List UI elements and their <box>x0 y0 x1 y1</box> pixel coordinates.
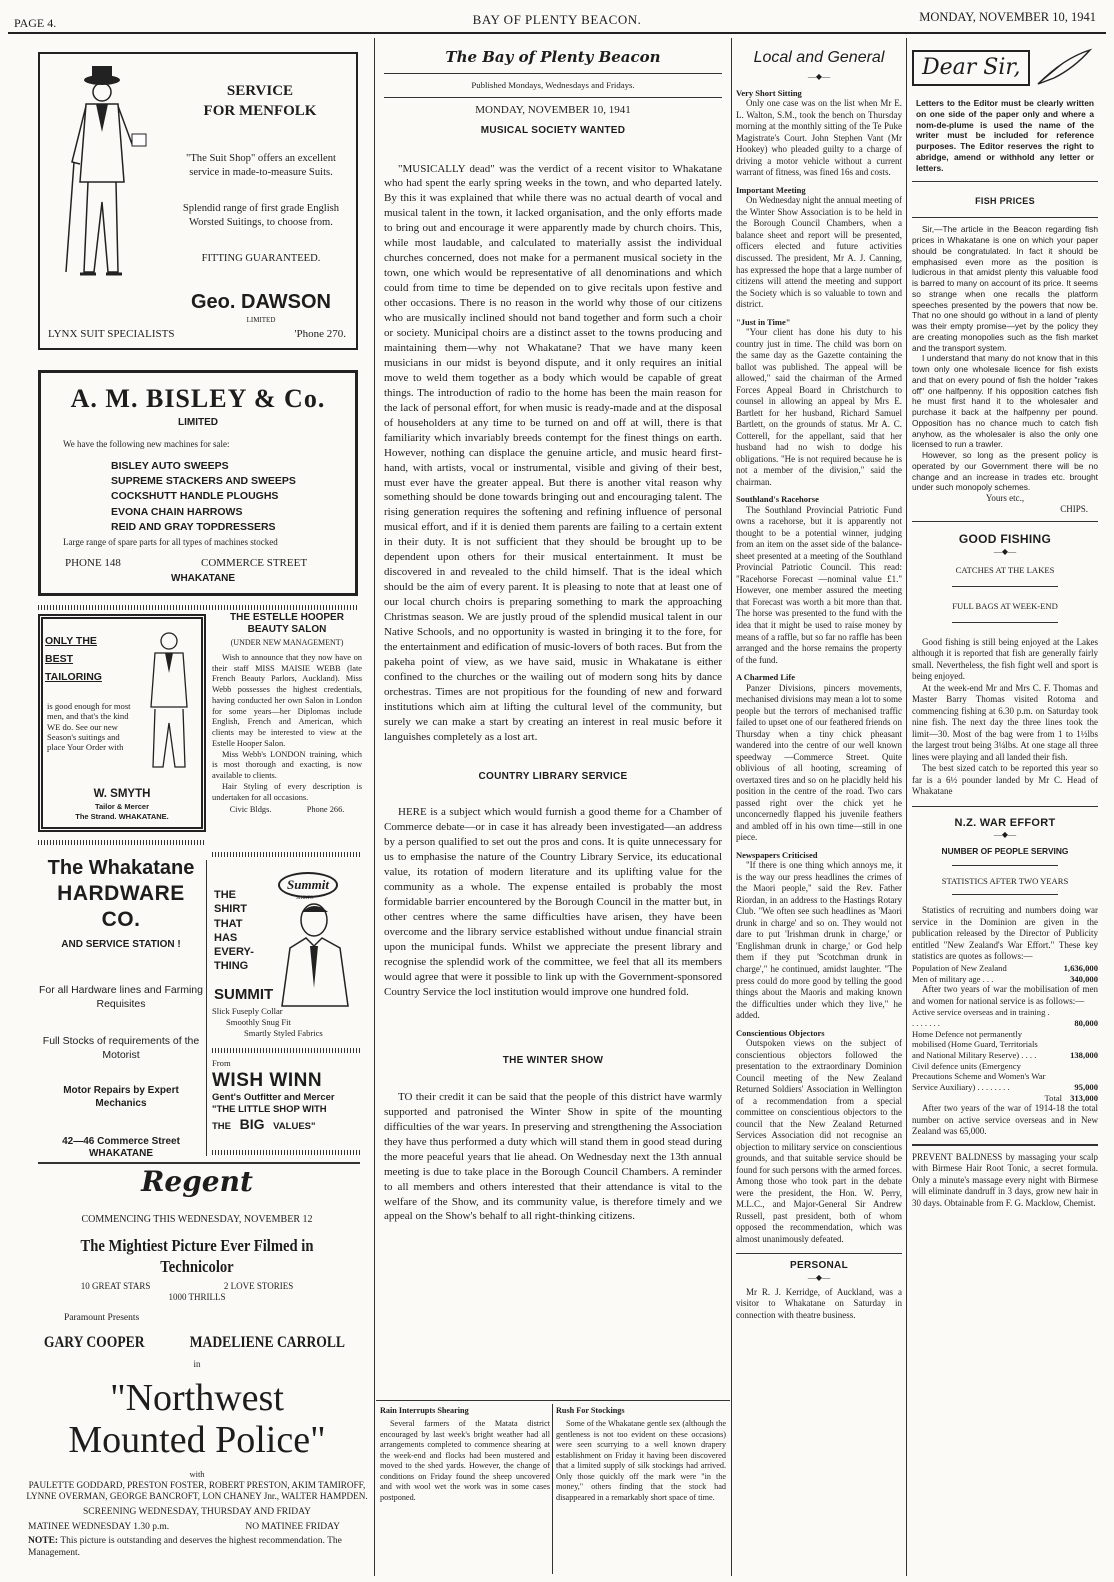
article-musical-society: "MUSICALLY dead" was the verdict of a recent visitor to Whakatane who had spent the early spring weeks in the town, and who departed lately. By this it was explained that while there was no actual dearth of vocal and musical talent in the town, it lacked organisation, and the only efforts made to bring out and encourage it were apparently made by church choirs. This, while most laudable, and calculated to materially assist the individual churches concerned, does not make for a permanent musical society in the town, one which would be representative of all denominations and which could from time to time be depended on to give recitals upon festive and other occasions. There is no reason in the world why those of our citizens who are musically inclined should not band together and form such a choir or society. Municipal choirs are a distinct asset to the towns producing and maintaining them—why not Whakatane? That we have many keen musicians in our midst is beyond dispute, and it only requires an initial move to weld them together as a body which would be capable of great things. The introduction of radio to the home has been the main reason for the lack of personal effort, for when music is ready-made and at the disposal of householders at any time to be turned on and off at will, there is that familiarity which invariably breeds contempt for the finest things on earth. However, nothing can displace the genuine article, and music heard first-hand, with artists, vocal or instrumental, visible and giving of their best, must ever have the greater appeal. But there is another vital reason why something should be done towards bringing out and encouraging talent. The rising generation requires the softening and refining influence of personal musical effort, and if it is denied them parents are failing to a certain extent in their duty. It is not sufficient that they should be brought up to be dependent upon others for their musical entertainment. It must be discovered in and revealed to the child himself. That is the ideal which should be the aim of every parent. It is pleasing to note that at least one of our local church choirs is preparing something to mark the approaching Christmas season. We are justly proud of the splendid musical talent in our Native Schools, and no opportunity is wasted in bringing it to the fore, for the entertainment and edification of music-lovers of both races. But from the pakeha point of view, as we have said, music in Whakatane is either confined to the churches or the wailing out of modern song hits by dance orchestras. Times are not propitious for the founding of new and forward institutions which aim at lifting the cultural level of the community, but surely we can make a start by creating an interest in real music before it languishes completely as a lost art. <box>384 162 722 743</box>
hardware-ad <box>38 856 204 1158</box>
wish-slogan: "THE LITTLE SHOP WITH <box>212 1103 327 1115</box>
bisley-spares: Large range of spare parts for all types of machines stocked <box>63 537 278 547</box>
wish-slogan-the: THE <box>212 1120 231 1132</box>
fish-letter-3: However, so long as the present policy is operated by our Government there will be no change and an increase in trades etc. brought under such monopoly schemes. <box>912 450 1098 493</box>
rain-body: Several farmers of the Matata district encouraged by last week's bright weather had all arrangements completed to commence shearing at the week-end and flocks had been mustered and moved to the shed yards. However, the change of conditions on Friday found the sheep uncovered and with wool wet the work was in some cases postponed. <box>380 1419 550 1502</box>
wish-from: From <box>212 1058 231 1068</box>
bisley-town: WHAKATANE <box>171 573 236 584</box>
local-heading: Important Meeting <box>736 184 806 195</box>
dawson-limited: LIMITED <box>246 316 276 324</box>
local-item: "If there is one thing which annoys me, it is the way our press headlines the crimes of the Maori people," said the Rev. Father Riordan, in an address to the Hastings Rotary Club. "We often see such headlines as 'Maori drunk in charge' and so on. They would not dare to put 'Irishman drunk in charge,' or 'Englishman drunk in charge,' or God help them if they put 'Scotchman drunk in charge'," he continued, amidst laughter. "The press could do more good by telling the good things about the Maoris and making known the difficulties under which they live," he added. <box>736 860 902 1021</box>
stat-value: 313,000 <box>1070 1092 1098 1103</box>
bisley-machine: SUPREME STACKERS AND SWEEPS <box>111 475 296 488</box>
regent-cast: PAULETTE GODDARD, PRESTON FOSTER, ROBERT PRESTON, AKIM TAMIROFF, LYNNE OVERMAN, GEORGE BANCROFT, LON CHANEY Jnr., WALTER HAMPDEN. <box>26 1479 368 1502</box>
issue-date: MONDAY, NOVEMBER 10, 1941 <box>919 10 1096 24</box>
local-item: "Your client has done his duty to his country just in time. The child was born on the same day as the Gazette containing the ballot was published. The appeal will be allowed," said the chairman of the Armed Forces Appeal Board in Christchurch to counsel in allowing an appeal by Mrs E. Bartlett for her husband, Richard Samuel Bartlett, on the grounds of status. Mr A. C. Cotterell, for the appellant, said that her husband had no wish to dodge his obligations. "He is not required because he is not a member of the division," said the chairman. <box>736 327 902 487</box>
rain-heading: Rain Interrupts Shearing <box>380 1406 469 1415</box>
smyth-ad <box>38 614 206 832</box>
section-rule <box>376 1400 730 1401</box>
regent-film-title-1: "Northwest <box>110 1376 284 1419</box>
divider-ornament: —◆— <box>807 71 831 81</box>
estelle-phone: Phone 266. <box>306 805 345 815</box>
bisley-intro: We have the following new machines for sale: <box>63 439 230 449</box>
tailor-figure-illustration <box>139 627 197 777</box>
smyth-line-1: ONLY THE <box>45 635 97 647</box>
summit-word: HAS <box>214 931 238 944</box>
hardware-line-1: The Whakatane <box>47 857 195 879</box>
editorial-heading-library: COUNTRY LIBRARY SERVICE <box>478 770 628 782</box>
summit-brand: SUMMIT <box>214 986 274 1003</box>
baldness-advert: PREVENT BALDNESS by massaging your scalp with Birmese Hair Root Tonic, a secret formula. Only a minute's massage every night with Birmese will eliminate dandruff in 3 days, grow new hair in 30 days. Obtainable from F. G. Macklow, Chemist. <box>912 1151 1098 1208</box>
stat-row <box>912 974 1098 985</box>
hardware-item-1: For all Hardware lines and Farming Requisites <box>39 984 203 1011</box>
summit-word: EVERY- <box>214 946 254 959</box>
smyth-name: W. SMYTH <box>93 788 151 800</box>
regent-stars: 10 GREAT STARS <box>80 1280 151 1291</box>
page-number: PAGE 4. <box>14 16 57 30</box>
good-fishing-text-3: The best sized catch to be reported this year so far is a 6½ pounder landed by Mr C. Head of Whakatane <box>912 763 1098 797</box>
summit-word: SHIRT <box>214 903 247 916</box>
stat-label: Men of military age . . . <box>912 973 994 984</box>
good-fishing-subhead-2: FULL BAGS AT WEEK-END <box>952 600 1058 611</box>
bisley-machine: BISLEY AUTO SWEEPS <box>111 460 229 472</box>
hardware-line-2: HARDWARE CO. <box>57 881 185 931</box>
ornamental-border <box>212 852 362 857</box>
bisley-machine: EVONA CHAIN HARROWS <box>111 505 243 518</box>
fish-letter-1: Sir,—The article in the Beacon regarding fish prices in Whakatane is one on which your paper should be congratulated. In fact it should be emphasised even more as the position is ludicrous in that amidst plenty this valuable food is barred to many on account of its price. It seems so strange when one recalls the platform speeches presented by the powers that now be. That no one should go without in a land of plenty was their empty promise—yet by the policy they are creating monopolies such as the fish market and the transport system. <box>912 224 1098 353</box>
smyth-body: is good enough for most men, and that's the kind WE do. See our new Season's suitings and place Your Order with <box>47 701 131 753</box>
local-heading: A Charmed Life <box>736 672 796 683</box>
regent-loves: 2 LOVE STORIES <box>223 1280 294 1291</box>
divider-ornament: —◆— <box>993 547 1017 557</box>
dawson-text-1: "The Suit Shop" offers an excellent service in made-to-measure Suits. <box>186 153 336 179</box>
good-fishing-text-2: At the week-end Mr and Mrs C. F. Thomas and Master Barry Thomas visited Rotoma and commencing fishing at 6.30 p.m. on Saturday took nine fish. The next day the three lines took the limit—30. Most of the bag were from 1 to 1½lbs the largest trout being 3¼lbs. At one stage all three lines were playing and all landed their fish. <box>912 682 1098 762</box>
summit-logo: Summit <box>278 872 338 898</box>
regent-tagline: The Mightiest Picture Ever Filmed in Technicolor <box>80 1235 314 1276</box>
personal-item: Mr R. J. Kerridge, of Auckland, was a visitor to Whakatane on Saturday in connection with theatre business. <box>736 1286 902 1320</box>
stat-value: 1,636,000 <box>1063 962 1098 973</box>
regent-with: with <box>189 1469 205 1480</box>
editorial-heading-musical: MUSICAL SOCIETY WANTED <box>480 125 626 137</box>
stat-label: Total <box>1044 1092 1063 1103</box>
estelle-text-1: Wish to announce that they now have on their staff MISS MAISIE WEBB (late French Beauty Parlors, Auckland). Miss Webb possesses the highest credentials, having conducted her own Salon in London for some years—her Diplomas include English, French and American, which clients may be interested to view at the Estelle Hooper Salon. <box>212 652 362 748</box>
estelle-text-2: Miss Webb's LONDON training, which is most thorough and exacting, is now available to clients. <box>212 749 362 781</box>
personal-heading: PERSONAL <box>790 1260 848 1272</box>
regent-presents: Paramount Presents <box>64 1313 140 1324</box>
editorial-date: MONDAY, NOVEMBER 10, 1941 <box>475 103 631 116</box>
regent-thrills: 1000 THRILLS <box>168 1291 226 1302</box>
article-winter-show: TO their credit it can be said that the people of this district have warmly supported and patronised the Winter Show in spite of the mounting difficulties of the war years. In preserving and strengthening the Association they have thus performed a duty which will stand them in good stead during the more peaceful years that lie ahead. On Wednesday next the 13th annual meeting is due to take place in the Borough Council Chambers. A reminder to all members and others interested that their attendance is vital to the welfare of the Show, and its community value, is therefore timely and we appeal on the Show's behalf to all right-thinking citizens. <box>384 1090 722 1223</box>
regent-note: This picture is outstanding and deserves the highest recommendation. The Management. <box>28 1536 342 1559</box>
column-divider <box>731 38 732 1576</box>
bisley-limited: LIMITED <box>178 417 218 428</box>
smyth-headline <box>45 633 102 687</box>
local-heading: Newspapers Criticised <box>736 849 818 860</box>
war-text-3: After two years of the war of 1914-18 the total number on active service overseas and in New Zealand was 65,000. <box>912 1103 1098 1137</box>
estelle-address: Civic Bldgs. <box>229 805 272 815</box>
good-fishing-subhead-1: CATCHES AT THE LAKES <box>955 565 1055 576</box>
dawson-text-2: Splendid range of first grade English Worsted Suitings, to choose from. <box>182 203 340 229</box>
smyth-line-3: TAILORING <box>45 670 102 683</box>
editorial-masthead: The Bay of Plenty Beacon <box>445 48 661 66</box>
column-divider <box>374 38 375 1576</box>
estelle-title: THE ESTELLE HOOPER BEAUTY SALON <box>230 612 344 635</box>
column-divider <box>906 38 907 1576</box>
fish-prices-heading: FISH PRICES <box>975 196 1035 207</box>
regent-in: in <box>193 1358 201 1369</box>
estelle-ad <box>212 612 362 842</box>
hardware-address: 42—46 Commerce Street <box>62 1135 180 1147</box>
summit-word: THAT <box>214 917 243 930</box>
fish-signature: CHIPS. <box>1060 504 1088 515</box>
gentleman-illustration <box>58 62 154 292</box>
ornamental-border <box>38 605 358 610</box>
stat-row <box>912 1007 1098 1028</box>
fish-yours: Yours etc., <box>985 493 1025 504</box>
dawson-name: Geo. DAWSON <box>190 291 331 313</box>
local-heading: Very Short Sitting <box>736 87 802 98</box>
letters-rules: Letters to the Editor must be clearly written on one side of the paper only and where a nom-de-plume is used the name of the writer must be included for reference purposes. The Editor reserves the right to abridge, amend or withhold any letter or letters. <box>916 98 1094 173</box>
summit-feature: Smartly Styled Fabrics <box>244 1028 323 1039</box>
stat-value: 340,000 <box>1070 973 1098 984</box>
summit-word: THING <box>214 960 249 973</box>
regent-name: Regent <box>141 1165 253 1198</box>
man-in-shirt-illustration <box>270 898 360 1008</box>
regent-film-title-2: Mounted Police" <box>68 1418 326 1461</box>
stat-label: Population of New Zealand <box>912 962 1007 973</box>
wish-slogan-values: VALUES" <box>273 1120 316 1132</box>
editorial-body <box>384 162 722 745</box>
war-subhead-1: NUMBER OF PEOPLE SERVING <box>941 846 1069 857</box>
dawson-text-3: FITTING GUARANTEED. <box>201 253 321 264</box>
dawson-heading-1: SERVICE <box>226 83 294 99</box>
good-fishing-text-1: Good fishing is still being enjoyed at the Lakes although it is reported that fish are generally fairly small. Nevertheless, the fish fight well and sport is being enjoyed. <box>912 636 1098 682</box>
summit-ad <box>212 868 362 1046</box>
regent-matinee-1: MATINEE WEDNESDAY 1.30 p.m. <box>28 1521 170 1532</box>
smyth-trade: Tailor & Mercer <box>94 802 150 811</box>
publication-days: Published Mondays, Wednesdays and Fridays. <box>471 79 635 90</box>
local-item: Only one case was on the list when Mr E. L. Walton, S.M., took the bench on Thursday morning at the monthly sitting of the Te Puke Magistrate's Court. John Stephen Vant (Mr Hookey) who pleaded guilty to a charge of driving a motor vehicle without a current warrant of fitness, was fined 16s and costs. <box>736 98 902 178</box>
summit-word: THE <box>214 889 236 901</box>
hardware-line-3: AND SERVICE STATION ! <box>61 938 181 950</box>
regent-star-2: MADELIENE CARROLL <box>189 1333 346 1351</box>
hardware-town: WHAKATANE <box>88 1148 154 1160</box>
rush-body: Some of the Whakatane gentle sex (although the gentleness is not too evident on these occasions) were seen scurrying to a well known drapery establishment on Friday it having been discovered that a limited supply of silk stockings had arrived. Only those quickly off the mark were "in the money," others finding that the stock had disappeared in a remarkably short space of time. <box>556 1419 726 1502</box>
dawson-footer-left: LYNX SUIT SPECIALISTS <box>48 328 175 340</box>
dawson-phone: 'Phone 270. <box>294 328 346 340</box>
stat-label: Active service overseas and in training . . . . . . . . <box>912 1007 1050 1028</box>
war-text-2: After two years of war the mobilisation of men and women for national service is as follows:— <box>912 984 1098 1006</box>
hardware-item-2: Full Stocks of requirements of the Motorist <box>42 1034 200 1061</box>
regent-note-label: NOTE: <box>28 1536 59 1547</box>
column-divider <box>552 1404 553 1574</box>
summit-slogan <box>214 888 254 974</box>
quill-pen-icon <box>1034 48 1094 88</box>
stat-value: 95,000 <box>1074 1081 1098 1092</box>
stat-label: Civil defence units (Emergency Precautions Scheme and Women's War Service Auxiliary) . . . . . . . . <box>912 1060 1046 1092</box>
good-fishing-heading: GOOD FISHING <box>958 532 1052 547</box>
local-heading: Southland's Racehorse <box>736 494 819 505</box>
stat-row <box>912 963 1098 974</box>
local-item: Panzer Divisions, pincers movements, mechanised divisions may mean a lot to some people but the terrors of mechanised traffic failed to upset one of our feathered friends on Thursday when a tiny chick pheasant wandered into the centre of our well known speedway —Commerce Street. Quite oblivious of all hooting, screaming of overtaxed tires and so on he placidly held his position in the centre of the road. Two cars passed right over the chick yet he unconcernedly flapped his juvenile feathers and ambled off in his own time—still in one piece. <box>736 682 902 843</box>
ornamental-border <box>38 840 206 845</box>
dear-sir-logo: Dear Sir, <box>912 50 1030 85</box>
bisley-machine: COCKSHUTT HANDLE PLOUGHS <box>111 490 279 503</box>
stat-row <box>912 1061 1098 1093</box>
letters-column <box>912 48 1098 1209</box>
estelle-text-3: Hair Styling of every description is undertaken for all occasions. <box>212 781 362 802</box>
hardware-item-3: Motor Repairs by Expert Mechanics <box>63 1084 179 1109</box>
divider-ornament: —◆— <box>807 1272 831 1282</box>
summit-feature: Slick Fuseply Collar <box>212 1006 283 1016</box>
local-general-title: Local and General <box>753 49 885 66</box>
newspaper-name: BAY OF PLENTY BEACON. <box>472 12 642 27</box>
editorial-section <box>384 48 722 1224</box>
regent-matinee-2: NO MATINEE FRIDAY <box>245 1521 340 1532</box>
stat-value: 80,000 <box>1074 1017 1098 1028</box>
local-item: The Southland Provincial Patriotic Fund owns a racehorse, but it is apparently not thought to be a potential winner, judging from an item on the asset side of the balance-sheet presented at a meeting of the Southland Provincial Patriotic Council. This read: "Racehorse Forecast —nominal value £1." However, one member assured the meeting that Forecast was worth a bit more than that. The horse was presented to the fund with the idea that it might be used to raise money by means of a raffle, but so far no raffle has been arranged and the horse remains the property of the fund. <box>736 504 902 665</box>
wish-trade: Gent's Outfitter and Mercer <box>212 1092 335 1104</box>
summit-features <box>212 1006 323 1040</box>
regent-ad <box>24 1166 370 1566</box>
divider-ornament: —◆— <box>993 830 1017 840</box>
fish-letter-2: I understand that many do not know that in this town only one wholesale licence for fish exists and that on every pound of fish the holder "rakes off" one halfpenny. If his opposition catches fish he must first hand it to the wholesaler and purchase it back at the halfpenny per pound. Opposition has no chance much to catch fish anyhow, as the wholesaler is also the only one licensed to run a trawler. <box>912 353 1098 450</box>
war-effort-heading: N.Z. WAR EFFORT <box>954 816 1056 829</box>
page-header <box>8 6 1106 34</box>
smyth-address: The Strand. WHAKATANE. <box>75 812 169 821</box>
section-rule <box>38 1162 360 1164</box>
rush-heading: Rush For Stockings <box>556 1406 625 1415</box>
wish-slogan-big: BIG <box>239 1115 265 1132</box>
local-general-column <box>736 48 902 1321</box>
bisley-machine: REID AND GRAY TOPDRESSERS <box>111 520 276 533</box>
bisley-ad <box>38 370 358 596</box>
local-item: On Wednesday night the annual meeting of the Winter Show Association is to be held in the Borough Council Chambers, when a balance sheet and report will be presented, officers elected and future activities discussed. The president, Mr A. J. Canning, has expressed the hope that a large number of citizens will attend the meeting and support the Society which is so valuable to town and district. <box>736 195 902 310</box>
bisley-street: COMMERCE STREET <box>201 557 308 569</box>
regent-star-1: GARY COOPER <box>44 1333 145 1351</box>
summit-logo-sub: SHIRTS <box>296 896 313 901</box>
stat-label: Home Defence not permanently mobilised (Home Guard, Territorials and National Military Reserve) . . . . <box>912 1028 1038 1060</box>
wish-winn-ad <box>212 1058 362 1156</box>
local-heading: Conscientious Objectors <box>736 1027 825 1038</box>
regent-screening: SCREENING WEDNESDAY, THURSDAY AND FRIDAY <box>83 1506 311 1517</box>
dawson-heading-2: FOR MENFOLK <box>203 102 317 119</box>
ad-divider <box>206 860 207 1156</box>
local-heading: "Just in Time" <box>736 316 791 327</box>
stat-value: 138,000 <box>1070 1049 1098 1060</box>
wish-name: WISH WINN <box>212 1069 323 1091</box>
editorial-heading-winter-show: THE WINTER SHOW <box>502 1055 604 1067</box>
news-rain-shearing <box>380 1406 550 1503</box>
smyth-line-2: BEST <box>45 652 74 665</box>
ornamental-border <box>212 1150 362 1155</box>
dawson-ad <box>38 52 358 350</box>
ornamental-border <box>212 1048 362 1053</box>
bisley-machine-list <box>111 459 296 535</box>
stat-row <box>912 1093 1098 1104</box>
news-rush-stockings <box>556 1406 726 1503</box>
bisley-name: A. M. BISLEY & Co. <box>70 384 326 413</box>
war-text-1: Statistics of recruiting and numbers doing war service in the Dominion are given in the publication released by the Director of Publicity entitled "New Zealand's War Effort." These key statistics are quotes as follows:— <box>912 905 1098 962</box>
estelle-subtitle: (UNDER NEW MANAGEMENT) <box>230 638 344 647</box>
article-country-library: HERE is a subject which would furnish a good theme for a Chamber of Commerce debate—or in case it has already been investigated—an address by a person qualified to set out the pros and cons. It is quite unnecessary for us to emphasise the nature of the Country Library Service, its educational value, its rotation of modern literature and its uplifting value for the community as a whole. The expense entailed is probably the most formidable barrier encountered by the Borough Council in the matter but, in other centres where the same difficulties have arisen, they have been overcome and the library service established without undue financial strain upon the municipal funds. Whilst we appreciate the present library and recognise the splendid work of the committee, we feel that all its members would agree that were it possible to link up with the Government-sponsored Country Service the locl institution would improve one hundred fold. <box>384 806 722 998</box>
local-item: Outspoken views on the subject of conscientious objectors followed the presentation to the extraordinary Dominion Council meeting of the New Zealand Returned Soldiers' Association in Wellington of a recommendation from a special committee on conscientious objectors to the council that the New Zealand Returned Services Association did not recognise an objection to military service on conscientious grounds, and that suitable service should be found for such persons with the armed forces. Among those who took part in the debate were the president, the Hon. W. Perry, M.L.C., and Major-General Sir Andrew Russell, past president, both of whom opposed the recommendation, which was almost unanimously defeated. <box>736 1038 902 1244</box>
summit-feature: Smoothly Snug Fit <box>226 1017 291 1028</box>
bisley-phone: PHONE 148 <box>65 557 121 569</box>
war-subhead-2: STATISTICS AFTER TWO YEARS <box>941 875 1069 886</box>
regent-commencing: COMMENCING THIS WEDNESDAY, NOVEMBER 12 <box>81 1214 313 1226</box>
stat-row <box>912 1029 1098 1061</box>
